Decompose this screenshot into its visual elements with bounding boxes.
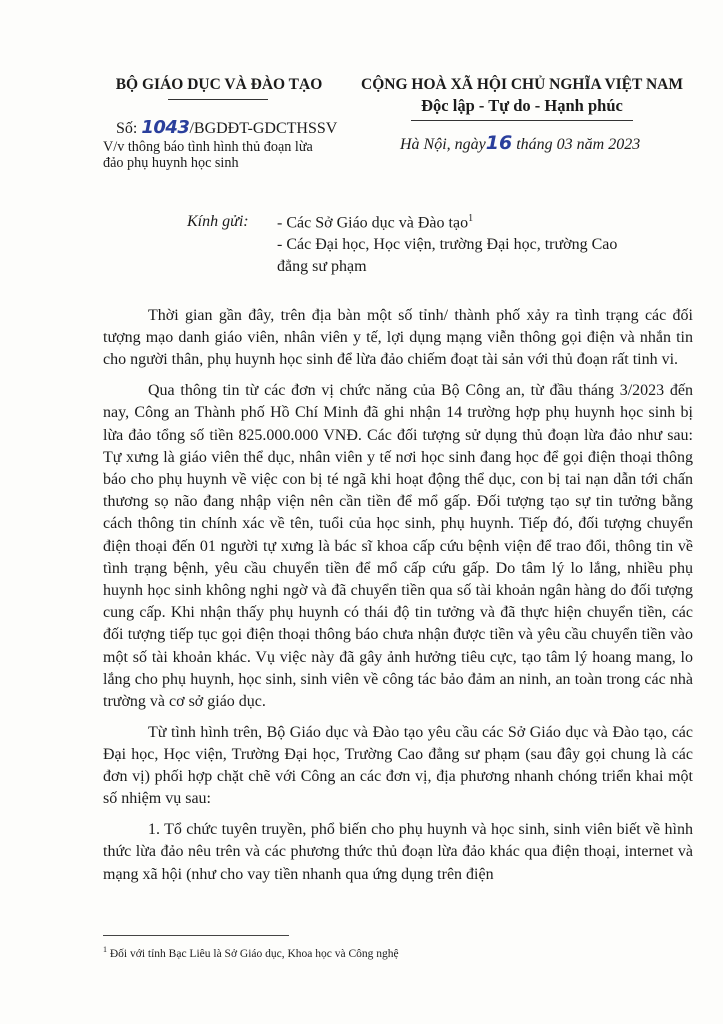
document-number: [116, 117, 337, 138]
footnote-text: Đối với tỉnh Bạc Liêu là Sở Giáo dục, Khoa học và Công nghệ: [107, 947, 399, 960]
document-body: [103, 305, 693, 894]
date-day-handwritten: 16: [485, 132, 513, 154]
footnote-reference: 1: [468, 213, 474, 224]
body-paragraph: Qua thông tin từ các đơn vị chức năng của Bộ Công an, từ đầu tháng 3/2023 đến nay, Công an Thành phố Hồ Chí Minh đã ghi nhận 14 trường hợp phụ huynh học sinh bị lừa đảo tổng số tiền 825.000.000 VNĐ. Các đối tượng sử dụng thủ đoạn lừa đảo như sau: Tự xưng là giáo viên thể dục, nhân viên y tế nơi học sinh đang học để gọi điện thoại thông báo cho phụ huynh về việc con bị té ngã khi hoạt động thể dục, con bị tai nạn dẫn tới chấn thương sọ não đang nhập viện nên cần tiền để mổ gấp. Đối tượng tạo sự tin tưởng bằng cách thông tin chính xác về tên, tuổi của học sinh, phụ huynh. Tiếp đó, đối tượng chuyển điện thoại đến 01 người tự xưng là bác sĩ khoa cấp cứu bệnh viện để trao đổi, thông tin về tình trạng bệnh, yêu cầu chuyển tiền để mổ cấp cứu gấp. Do tâm lý lo lắng, nhiều phụ huynh học sinh không nghi ngờ và đã chuyển tiền qua số tài khoản ngân hàng do đối tượng cung cấp. Khi nhận thấy phụ huynh có thái độ tin tưởng và đã thực hiện chuyển tiền, các đối tượng tiếp tục gọi điện thoại thông báo chưa nhận được tiền và yêu cầu chuyển tiền vào một số tài khoản khác. Vụ việc này đã gây ảnh hưởng tiêu cực, tạo tâm lý hoang mang, lo lắng cho phụ huynh, học sinh, sinh viên về công tác bảo đảm an ninh, an toàn trong các nhà trường và cơ sở giáo dục.: [103, 382, 693, 711]
recipient-item: đẳng sư phạm: [277, 258, 367, 275]
recipient-item: - Các Đại học, Học viện, trường Đại học, trường Cao: [277, 236, 618, 253]
body-paragraph: Thời gian gần đây, trên địa bàn một số tỉnh/ thành phố xảy ra tình trạng các đối tượng mạo danh giáo viên, nhân viên y tế, lợi dụng mạng viễn thông gọi điện và nhắn tin cho người thân, phụ huynh học sinh để lừa đảo chiếm đoạt tài sản với thủ đoạn rất tinh vi.: [103, 307, 693, 369]
motto-underline: [411, 120, 633, 121]
doc-number-suffix: /BGDĐT-GDCTHSSV: [189, 120, 338, 137]
footnote: [103, 945, 399, 960]
document-subject: V/v thông báo tình hình thủ đoạn lừa đảo phụ huynh học sinh: [103, 139, 313, 171]
national-motto: Độc lập - Tự do - Hạnh phúc: [421, 96, 623, 115]
recipient-line: [277, 236, 617, 254]
footnote-separator: [103, 935, 289, 936]
doc-number-prefix: Số:: [116, 120, 138, 137]
date-prefix: Hà Nội, ngày: [400, 136, 486, 153]
body-paragraph: Từ tình hình trên, Bộ Giáo dục và Đào tạo yêu cầu các Sở Giáo dục và Đào tạo, các Đại học, Học viện, Trường Đại học, Trường Cao đẳng sư phạm (sau đây gọi chung là các đơn vị) phối hợp chặt chẽ với Công an các đơn vị, địa phương nhanh chóng triển khai một số nhiệm vụ sau:: [103, 723, 693, 808]
body-paragraph: 1. Tổ chức tuyên truyền, phổ biến cho phụ huynh và học sinh, sinh viên biết về hình thức lừa đảo nêu trên và các phương thức thủ đoạn lừa đảo khác qua điện thoại, internet và mạng xã hội (như cho vay tiền nhanh qua ứng dụng trên điện: [103, 821, 693, 883]
date-suffix: tháng 03 năm 2023: [512, 136, 641, 153]
recipients-label: Kính gửi:: [187, 213, 249, 230]
ministry-underline: [168, 99, 268, 100]
recipient-line: [277, 258, 367, 276]
recipient-line: [277, 213, 473, 232]
ministry-name: BỘ GIÁO DỤC VÀ ĐÀO TẠO: [115, 76, 323, 93]
footnote-mark: 1: [103, 945, 107, 954]
recipient-item: - Các Sở Giáo dục và Đào tạo: [277, 214, 469, 232]
nation-title: CỘNG HOÀ XÃ HỘI CHỦ NGHĨA VIỆT NAM: [361, 76, 683, 93]
doc-number-handwritten: 1043: [141, 117, 190, 138]
issue-date: [400, 132, 640, 154]
